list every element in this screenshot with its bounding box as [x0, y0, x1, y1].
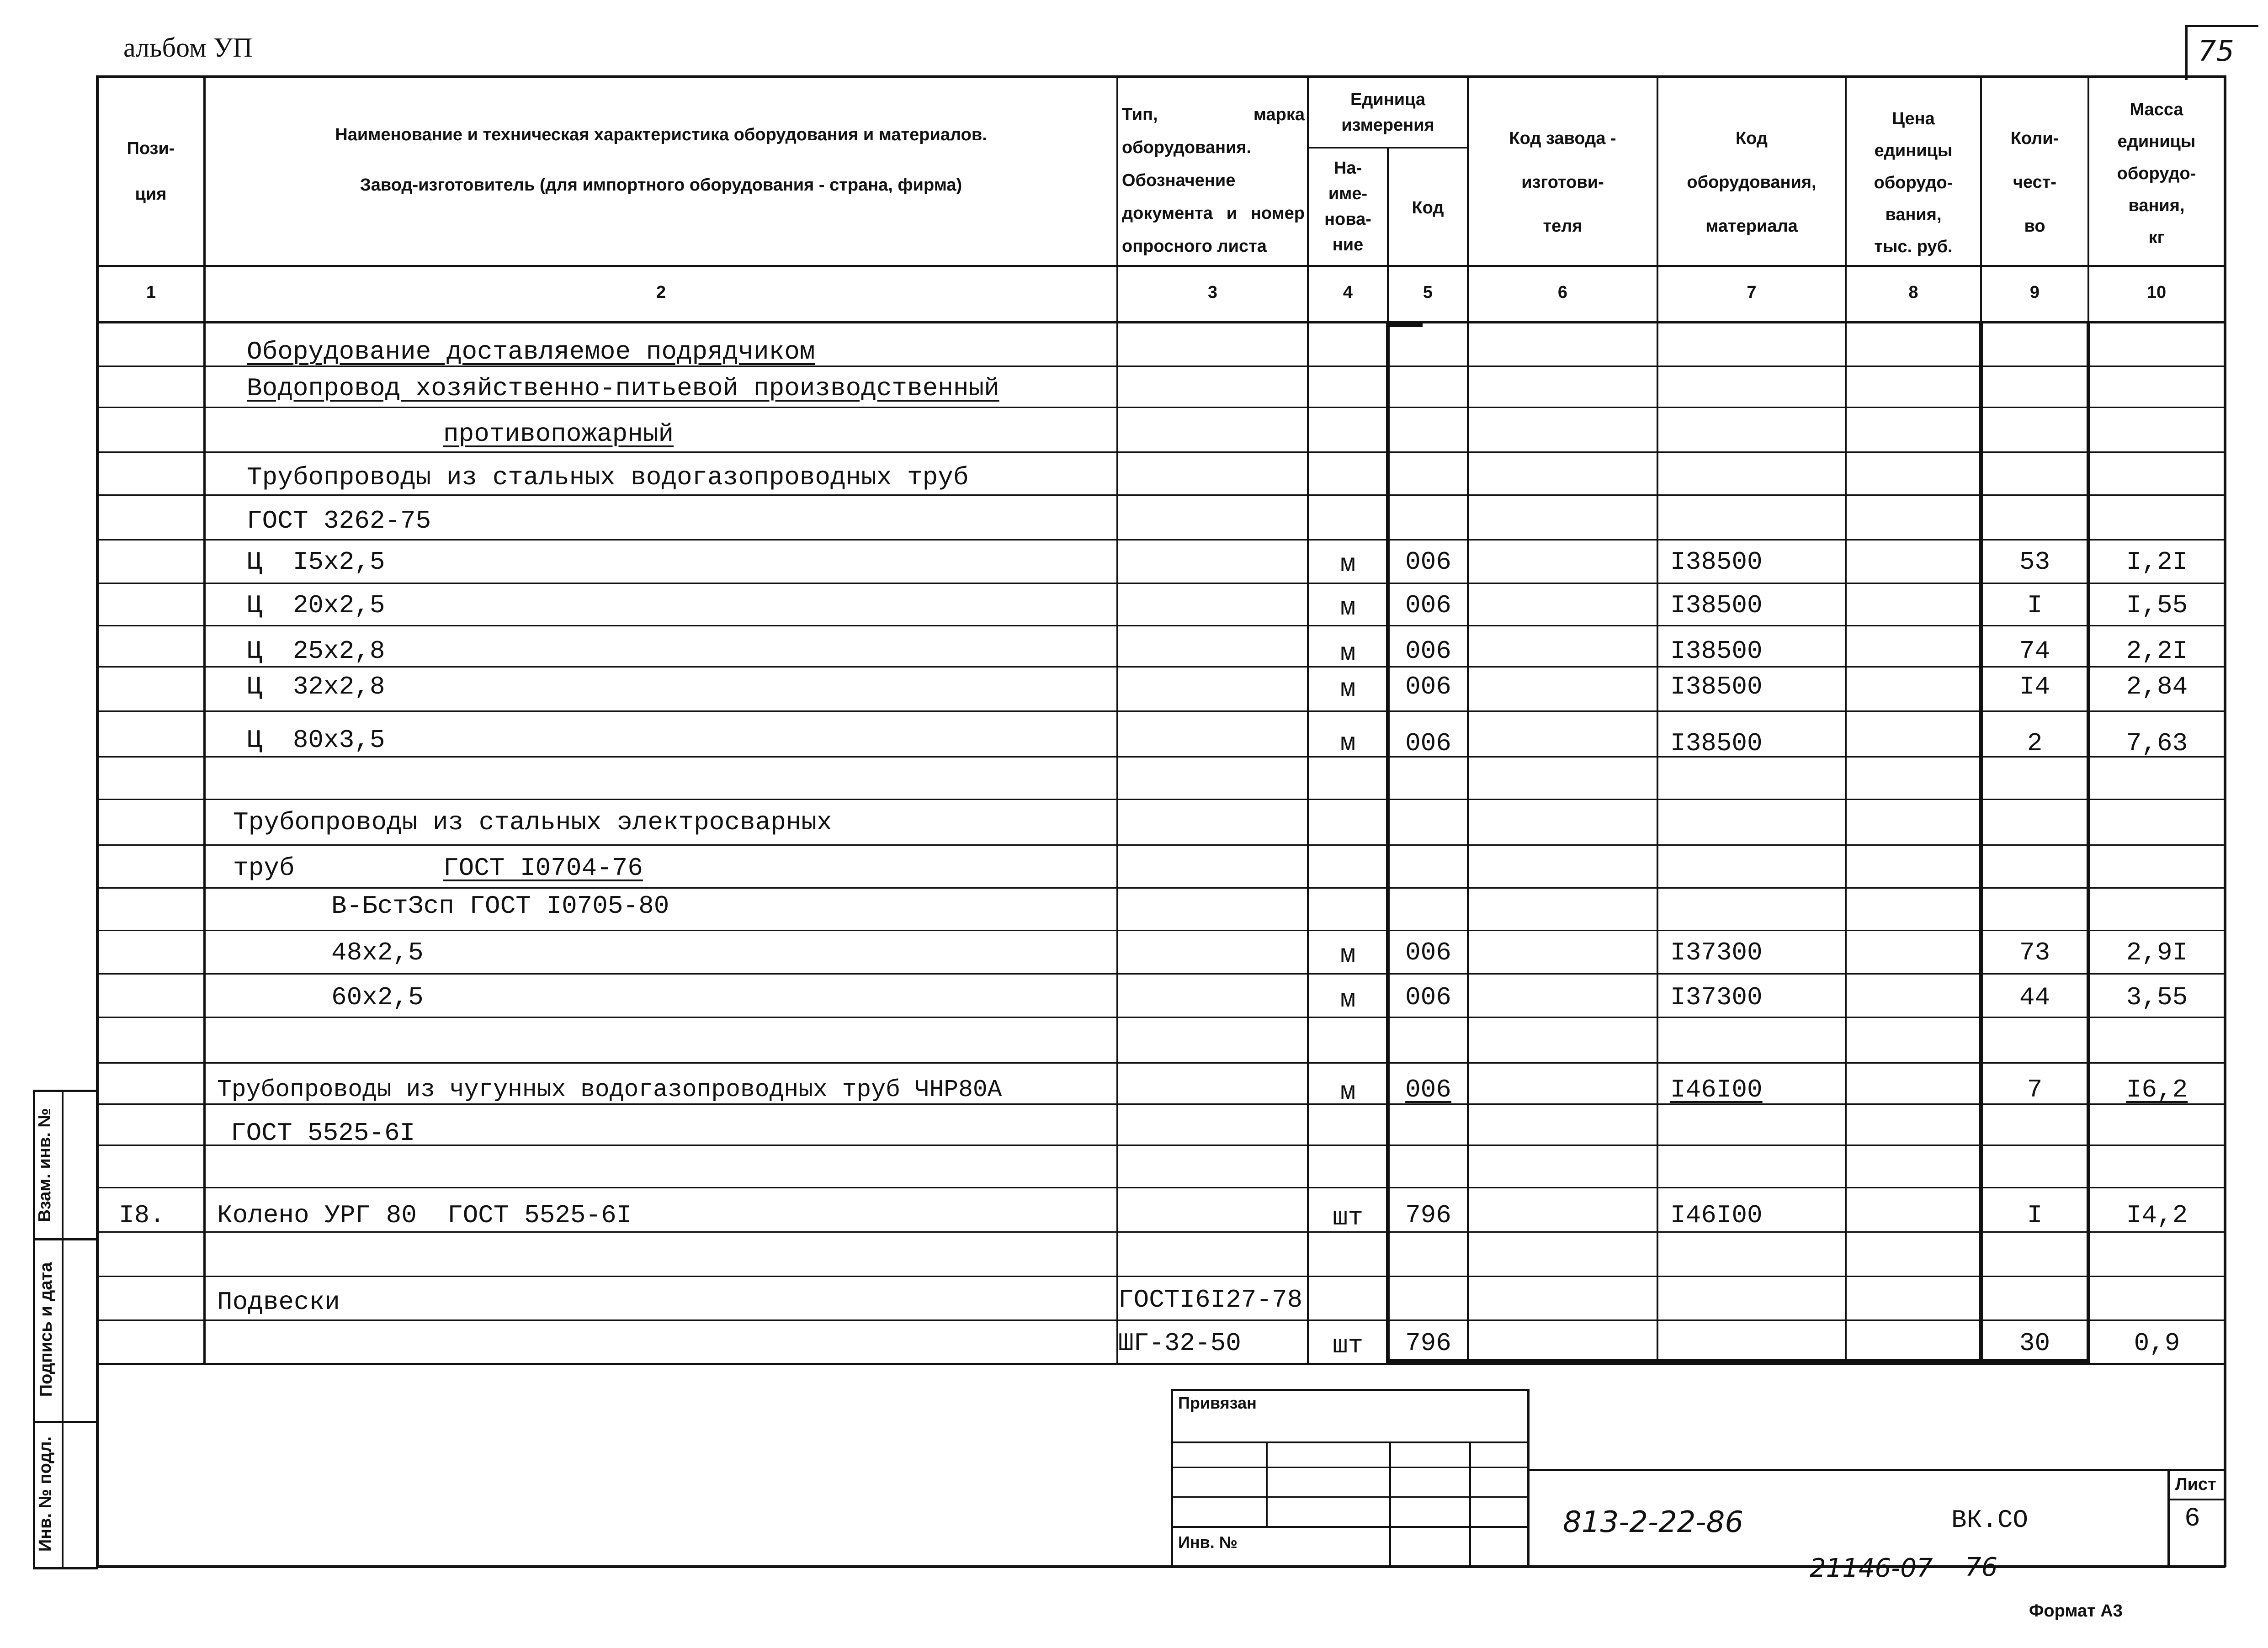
- col-line-1: [203, 75, 206, 1365]
- tb-line: [1527, 1389, 1530, 1567]
- row-line: [96, 625, 2226, 626]
- row-line: [96, 539, 2226, 541]
- tb-line: [2167, 1499, 2226, 1500]
- row-line: [96, 1276, 2226, 1277]
- header-mass: Масса единицы оборудо- вания, кг: [2117, 100, 2196, 247]
- row-name: Ц I5х2,5: [247, 547, 385, 577]
- stamp-vzam-inv: Взам. инв. №: [35, 1108, 54, 1222]
- row-type: ГОСТI6I27-78: [1118, 1285, 1303, 1314]
- colnum-6: 6: [1557, 283, 1568, 302]
- row-line: [96, 1231, 2226, 1233]
- row-qty: 30: [2019, 1329, 2050, 1358]
- tb-doc-number: 813-2-22-86: [1563, 1505, 1744, 1539]
- header-material-code: Код оборудования, материала: [1687, 129, 1817, 236]
- body-bottom-thick: [1386, 1359, 2090, 1363]
- row-mass: I,55: [2126, 591, 2188, 620]
- tb-inv-no: Инв. №: [1178, 1533, 1238, 1552]
- col-line-7: [1845, 75, 1847, 1365]
- row-position: I8.: [119, 1201, 165, 1230]
- row-line: [96, 1187, 2226, 1188]
- row-unit: шт: [1332, 1331, 1364, 1360]
- row-code: 006: [1405, 547, 1451, 577]
- header-name-line1: Наименование и техническая характеристика оборудования и материалов.: [335, 125, 987, 144]
- tb-line: [2167, 1469, 2170, 1567]
- row-unit: м: [1340, 639, 1356, 668]
- row-name: Колено УРГ 80 ГОСТ 5525-6I: [217, 1201, 632, 1230]
- tb-line: [1469, 1441, 1471, 1567]
- stamp-line: [62, 1090, 64, 1569]
- row-material-code: I38500: [1670, 729, 1763, 758]
- row-line: [96, 1319, 2226, 1321]
- row-line: [96, 583, 2226, 584]
- header-price: Цена единицы оборудо- вания, тыс. руб.: [1874, 109, 1953, 256]
- row-unit: м: [1340, 940, 1356, 970]
- tb-stamp-number: 21146-07: [1810, 1553, 1933, 1583]
- col-line-2: [1116, 75, 1118, 1365]
- tb-line: [1171, 1441, 1529, 1443]
- row-line: [96, 887, 2226, 889]
- row-qty: I: [2027, 591, 2043, 620]
- stamp-podpis-data: Подпись и дата: [37, 1262, 56, 1397]
- row-name: Ц 25х2,8: [247, 636, 385, 666]
- row-name: ГОСТ 3262-75: [247, 506, 431, 535]
- row-line: [96, 407, 2226, 408]
- row-name: Оборудование доставляемое подрядчиком: [247, 337, 815, 366]
- numbers-divider: [96, 321, 2226, 323]
- tb-line: [1171, 1389, 1529, 1391]
- colnum-7: 7: [1747, 283, 1757, 302]
- header-divider: [96, 265, 2226, 267]
- row-material-code: I38500: [1670, 672, 1763, 701]
- row-unit: м: [1340, 550, 1356, 579]
- row-name: Трубопроводы из стальных электросварных: [233, 808, 832, 837]
- row-code: 006: [1405, 938, 1451, 967]
- body-bottom: [96, 1363, 2226, 1365]
- row-line: [96, 844, 2226, 846]
- row-code: 006: [1405, 1075, 1451, 1104]
- header-name-line2: Завод-изготовитель (для импортного оборудования - страна, фирма): [360, 175, 962, 195]
- colnum-8: 8: [1908, 283, 1918, 302]
- header-unit-code: Код: [1412, 198, 1444, 217]
- tb-line: [1389, 1441, 1391, 1567]
- row-qty: 73: [2019, 938, 2050, 967]
- stamp-line: [33, 1090, 98, 1092]
- header-quantity: Коли- чест- во: [2010, 129, 2059, 236]
- row-name: 60х2,5: [331, 983, 424, 1012]
- row-material-code: I37300: [1670, 938, 1763, 967]
- row-name: труб: [233, 853, 295, 883]
- table-border-right: [2224, 75, 2226, 1567]
- row-qty: 44: [2019, 983, 2050, 1012]
- colnum-10: 10: [2146, 283, 2167, 302]
- row-line: [96, 451, 2226, 453]
- row-unit: м: [1340, 674, 1356, 704]
- tb-line: [1266, 1441, 1268, 1526]
- tb-privyazan: Привязан: [1178, 1394, 1257, 1412]
- header-factory-code: Код завода - изготови- теля: [1509, 129, 1616, 236]
- row-code: 006: [1405, 636, 1451, 666]
- header-unit-group: Единица измерения: [1341, 90, 1434, 135]
- row-name: Ц 20х2,5: [247, 591, 385, 620]
- tb-sheet-number: 6: [2184, 1504, 2200, 1534]
- table-border-top: [96, 75, 2226, 78]
- row-code: 006: [1405, 591, 1451, 620]
- row-name: ГОСТ 5525-6I: [231, 1118, 415, 1148]
- row-name: Трубопроводы из стальных водогазопроводных труб: [247, 463, 969, 492]
- row-material-code: I38500: [1670, 547, 1763, 577]
- row-unit: м: [1340, 985, 1356, 1014]
- tb-line: [1171, 1496, 1529, 1498]
- row-name-standard: ГОСТ I0704-76: [443, 853, 643, 883]
- row-qty: 7: [2027, 1075, 2043, 1104]
- row-mass: 2,84: [2126, 672, 2188, 701]
- row-code: 796: [1405, 1329, 1451, 1358]
- qty-col-thick-right: [2087, 323, 2090, 1363]
- tb-line: [1171, 1526, 1529, 1528]
- row-material-code: I46I00: [1670, 1075, 1763, 1104]
- header-type: Тип, марка оборудования. Обозначение документа и номер опросного листа: [1122, 105, 1305, 256]
- row-mass: I4,2: [2126, 1201, 2188, 1230]
- row-name: В-БстЗсп ГОСТ I0705-80: [331, 891, 669, 921]
- colnum-1: 1: [146, 283, 156, 302]
- row-mass: 2,9I: [2126, 938, 2188, 967]
- row-name: Ц 80х3,5: [247, 726, 385, 755]
- colnum-2: 2: [656, 283, 666, 302]
- album-label: альбом УП: [123, 32, 253, 63]
- tb-line: [1529, 1469, 2226, 1471]
- row-qty: 53: [2019, 547, 2050, 577]
- row-type: ШГ-32-50: [1118, 1329, 1241, 1358]
- row-line: [96, 799, 2226, 800]
- tb-sheet-label: Лист: [2175, 1475, 2216, 1494]
- col-line-5: [1467, 75, 1469, 1365]
- row-code: 006: [1405, 729, 1451, 758]
- tb-format: Формат А3: [2029, 1601, 2123, 1621]
- tb-stamp-page: 76: [1965, 1553, 1998, 1582]
- row-name: Подвески: [217, 1288, 340, 1317]
- tb-doc-code: ВК.СО: [1951, 1505, 2029, 1535]
- header-unit-name: На- име- нова- ние: [1324, 159, 1371, 254]
- row-unit: м: [1340, 729, 1356, 758]
- row-material-code: I38500: [1670, 591, 1763, 620]
- row-name: Трубопроводы из чугунных водогазопроводных труб ЧНР80А: [217, 1076, 1002, 1103]
- colnum-9: 9: [2029, 283, 2040, 302]
- row-line: [96, 494, 2226, 496]
- row-line: [96, 1017, 2226, 1018]
- colnum-5: 5: [1423, 283, 1433, 302]
- row-line: [96, 710, 2226, 712]
- row-name: Водопровод хозяйственно-питьевой производственный: [247, 374, 999, 403]
- row-line: [96, 930, 2226, 931]
- row-code: 006: [1405, 672, 1451, 701]
- row-mass: 7,63: [2126, 729, 2188, 758]
- row-line: [96, 666, 2226, 668]
- row-unit: м: [1340, 1077, 1356, 1107]
- row-name: 48х2,5: [331, 938, 424, 967]
- row-line: [96, 1145, 2226, 1146]
- corner-box-left: [2185, 25, 2188, 80]
- row-name: Ц 32х2,8: [247, 672, 385, 701]
- row-mass: 3,55: [2126, 983, 2188, 1012]
- row-mass: I6,2: [2126, 1075, 2188, 1104]
- tb-line: [1171, 1467, 1529, 1468]
- colnum-4: 4: [1343, 283, 1353, 302]
- row-unit: м: [1340, 593, 1356, 622]
- tb-line: [1171, 1389, 1173, 1567]
- row-code: 006: [1405, 983, 1451, 1012]
- row-unit: шт: [1332, 1203, 1364, 1232]
- row-name: противопожарный: [443, 419, 674, 449]
- row-mass: I,2I: [2126, 547, 2188, 577]
- row-code: 796: [1405, 1201, 1451, 1230]
- row-material-code: I46I00: [1670, 1201, 1763, 1230]
- colnum-3: 3: [1207, 283, 1218, 302]
- row-line: [96, 756, 2226, 758]
- row-qty: 2: [2027, 729, 2043, 758]
- row-qty: I: [2027, 1201, 2043, 1230]
- row-qty: I4: [2019, 672, 2050, 701]
- header-position: Пози- ция: [127, 139, 175, 204]
- corner-box-top: [2185, 25, 2258, 27]
- col-line-6: [1657, 75, 1658, 1365]
- row-material-code: I38500: [1670, 636, 1763, 666]
- code-col-thick-top: [1386, 323, 1423, 327]
- row-line: [96, 1062, 2226, 1064]
- stamp-inv-podl: Инв. № подл.: [36, 1436, 55, 1552]
- row-line: [96, 973, 2226, 975]
- row-qty: 74: [2019, 636, 2050, 666]
- row-mass: 2,2I: [2126, 636, 2188, 666]
- col-line-3: [1307, 75, 1309, 1365]
- row-mass: 0,9: [2134, 1329, 2180, 1358]
- corner-page-number: 75: [2198, 34, 2234, 68]
- qty-col-thick-left: [1979, 323, 1983, 1363]
- row-material-code: I37300: [1670, 983, 1763, 1012]
